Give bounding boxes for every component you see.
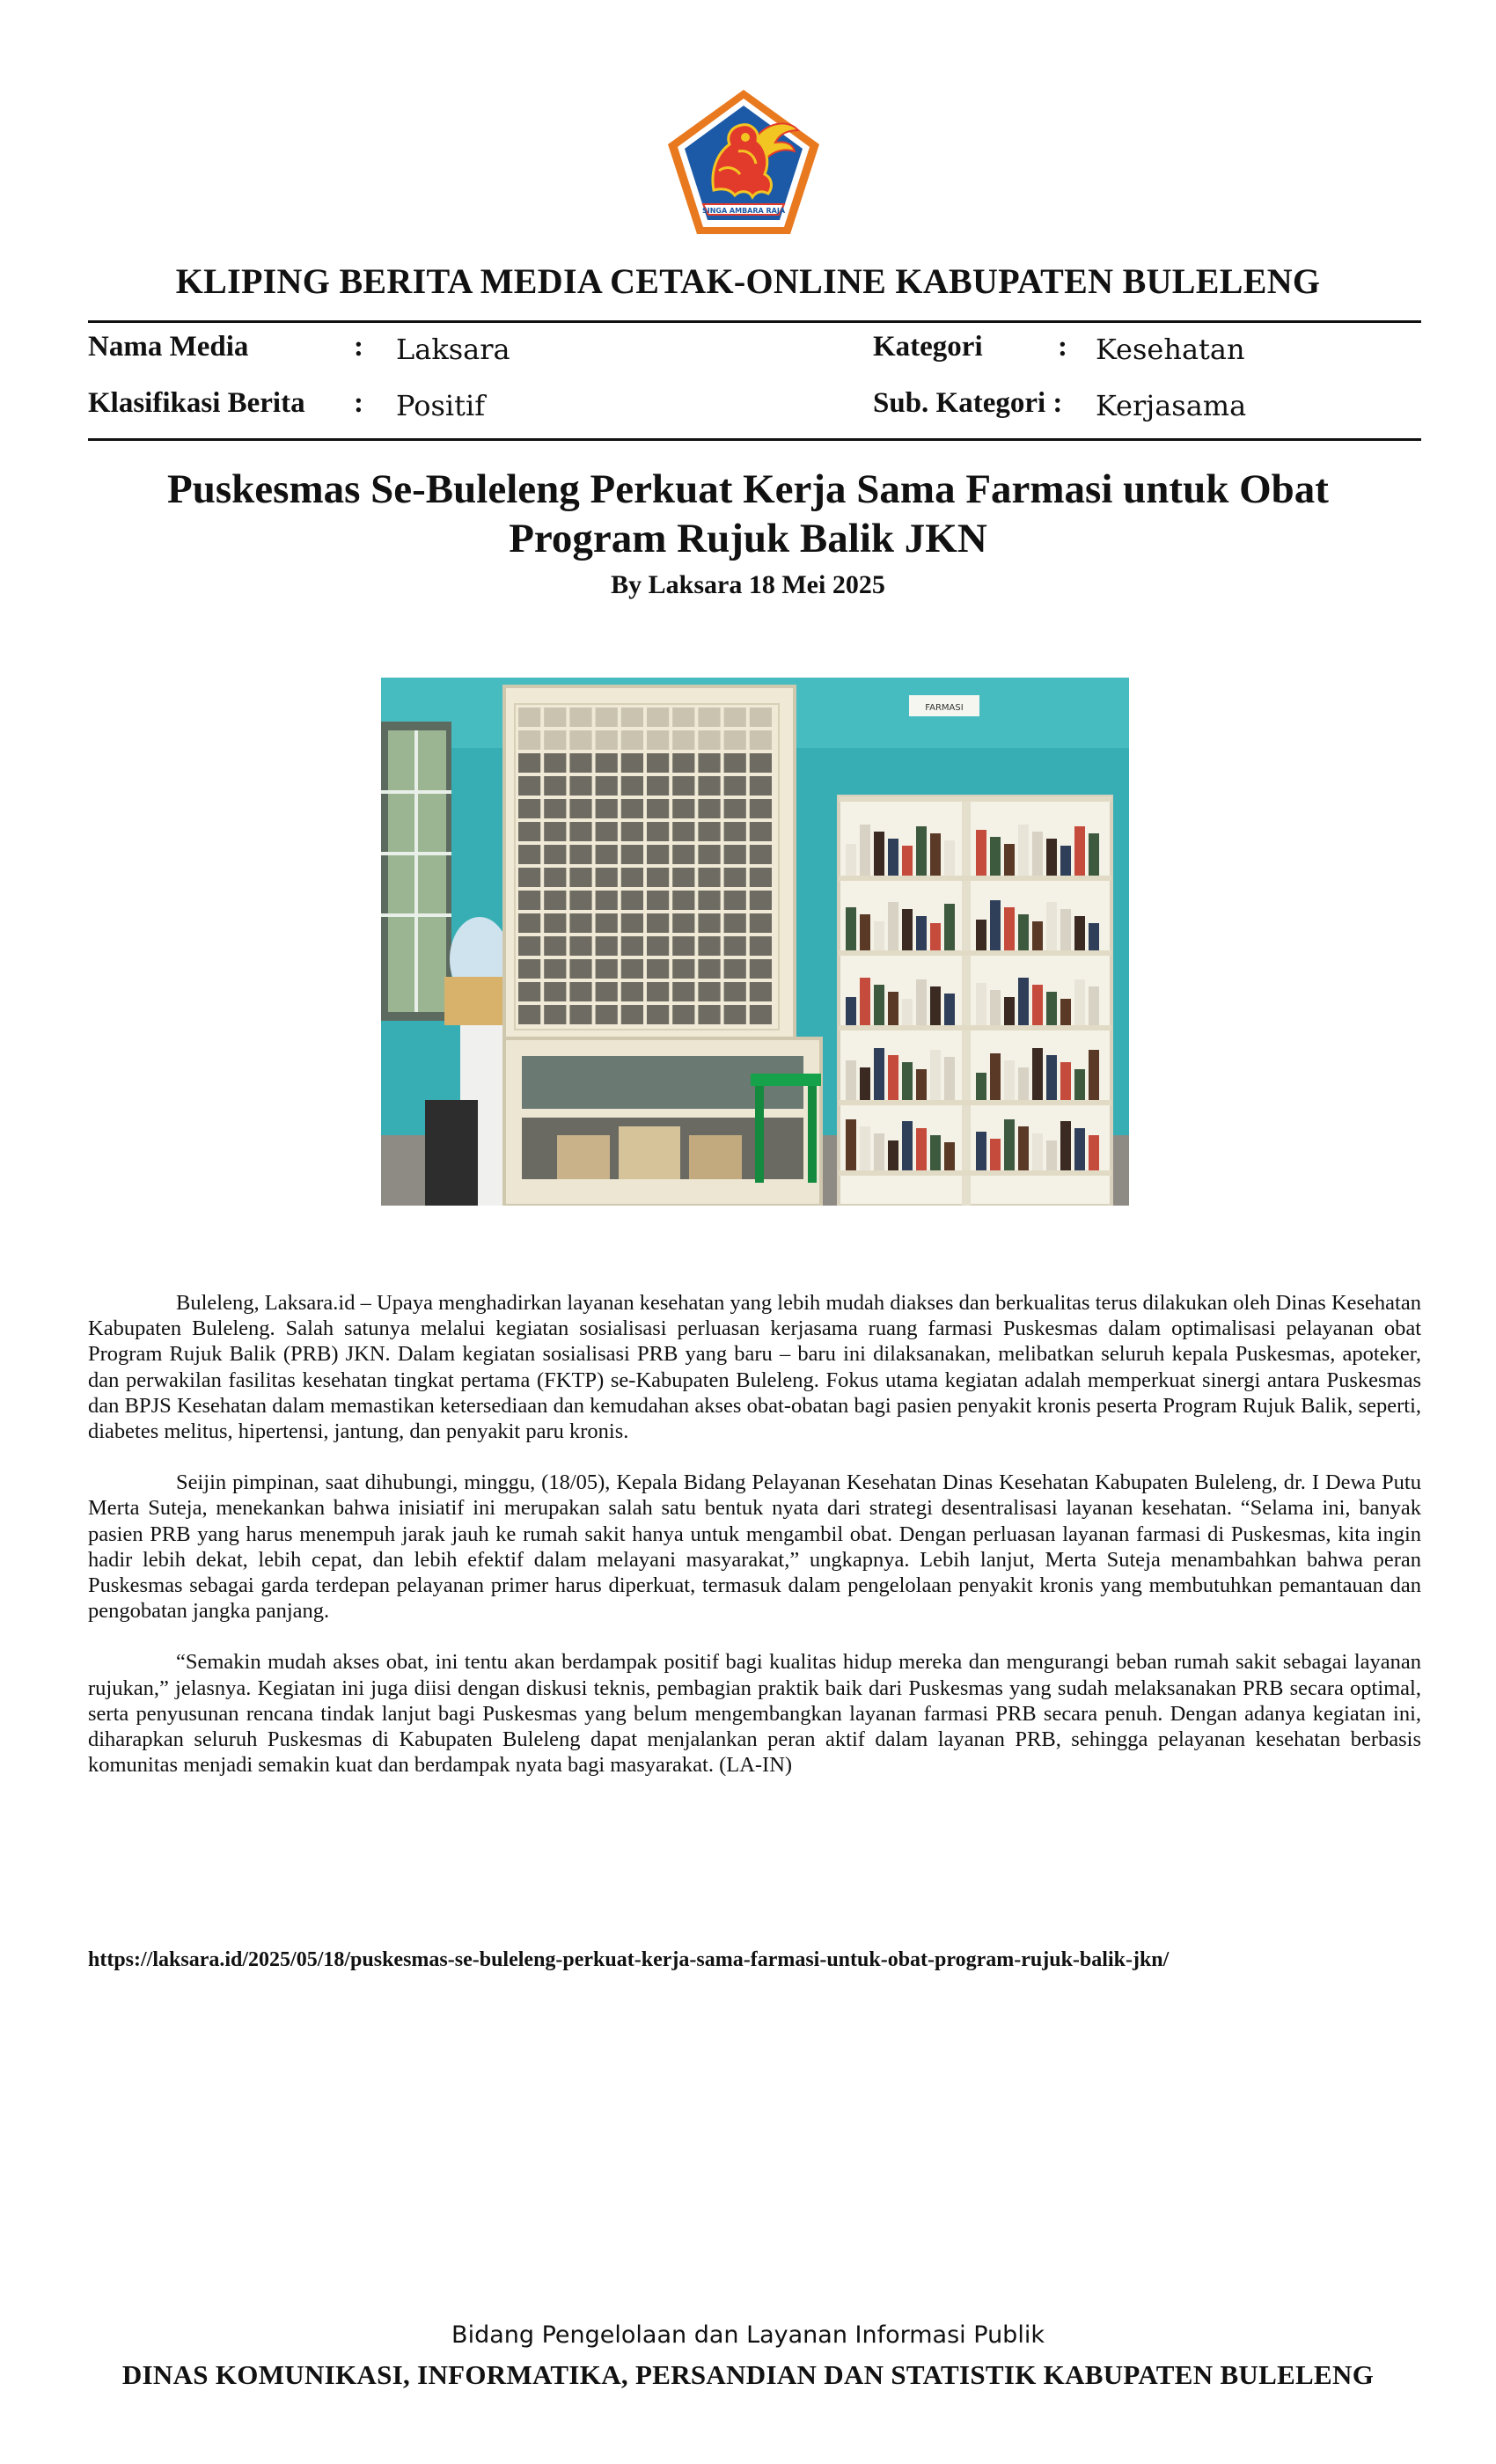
article-headline <box>106 465 1390 563</box>
media-name-label: Nama Media <box>88 331 249 363</box>
svg-text:FARMASI: FARMASI <box>925 703 964 713</box>
footer-division: Bidang Pengelolaan dan Layanan Informasi Publik <box>451 2321 1045 2349</box>
clipping-header-title: KLIPING BERITA MEDIA CETAK-ONLINE KABUPATEN BULELENG <box>175 261 1321 301</box>
category-colon: : <box>1058 331 1067 363</box>
article-paragraph-2: Seijin pimpinan, saat dihubungi, minggu, (18/05), Kepala Bidang Pelayanan Kesehatan Dinas Kesehatan Kabupaten Buleleng, dr. I Dewa Putu Merta Suteja, menekankan bahwa inisiatif ini merupakan salah satu bentuk nyata dari strategi desentralisasi layanan kesehatan. “Selama ini, banyak pasien PRB yang harus menempuh jarak jauh ke rumah sakit hanya untuk mengambil obat. Dengan perluasan layanan farmasi di Puskesmas, kita ingin hadir lebih dekat, lebih cepat, dan lebih efektif dalam melayani masyarakat,” ungkapnya. Lebih lanjut, Merta Suteja menambahkan bahwa peran Puskesmas sebagai garda terdepan pelayanan primer harus diperkuat, termasuk dalam pengelolaan penyakit kronis yang membutuhkan pemantauan dan pengobatan jangka panjang. <box>88 1470 1421 1624</box>
media-name-colon: : <box>354 331 363 363</box>
media-name-value: Laksara <box>396 333 510 366</box>
category-value: Kesehatan <box>1096 333 1245 366</box>
subcategory-label: Sub. Kategori : <box>873 387 1063 419</box>
classification-colon: : <box>354 387 363 419</box>
article-byline: By Laksara 18 Mei 2025 <box>611 570 885 599</box>
footer-agency: DINAS KOMUNIKASI, INFORMATIKA, PERSANDIAN DAN STATISTIK KABUPATEN BULELENG <box>121 2359 1375 2390</box>
classification-value: Positif <box>396 389 486 422</box>
classification-label: Klasifikasi Berita <box>88 387 305 419</box>
category-label: Kategori <box>873 331 983 363</box>
header-bottom-divider <box>88 438 1421 441</box>
article-paragraph-3: “Semakin mudah akses obat, ini tentu akan berdampak positif bagi kualitas hidup mereka dan mengurangi beban rumah sakit sebagai layanan rujukan,” jelasnya. Kegiatan ini juga diisi dengan diskusi teknis, pembagian praktik baik dari Puskesmas yang sudah melaksanakan PRB secara optimal, serta penyusunan rencana tindak lanjut bagi Puskesmas yang belum mengembangkan layanan farmasi PRB secara penuh. Dengan adanya kegiatan ini, diharapkan seluruh Puskesmas di Kabupaten Buleleng dapat menjalankan peran aktif dalam layanan PRB, sehingga pelayanan kesehatan berbasis komunitas menjadi semakin kuat dan berdampak nyata bagi masyarakat. (LA-IN) <box>88 1650 1421 1778</box>
subcategory-value: Kerjasama <box>1096 389 1247 422</box>
source-link[interactable]: https://laksara.id/2025/05/18/puskesmas-se-buleleng-perkuat-kerja-sama-farmasi-untuk-obat-program-rujuk-balik-jkn/ <box>88 1948 1170 1971</box>
article-body <box>88 1290 1421 1803</box>
header-top-divider <box>88 320 1421 323</box>
buleleng-logo <box>664 86 823 238</box>
svg-text:SINGA AMBARA RAJA: SINGA AMBARA RAJA <box>701 207 786 215</box>
lion-emblem-icon <box>664 86 823 238</box>
headline-line-2: Program Rujuk Balik JKN <box>509 516 987 561</box>
headline-line-1: Puskesmas Se-Buleleng Perkuat Kerja Sama Farmasi untuk Obat <box>167 466 1329 512</box>
article-paragraph-1: Buleleng, Laksara.id – Upaya menghadirkan layanan kesehatan yang lebih mudah diakses dan berkualitas terus dilakukan oleh Dinas Kesehatan Kabupaten Buleleng. Salah satunya melalui kegiatan sosialisasi perluasan kerjasama ruang farmasi Puskesmas dalam optimalisasi pelayanan obat Program Rujuk Balik (PRB) JKN. Dalam kegiatan sosialisasi PRB yang baru – baru ini dilaksanakan, melibatkan seluruh kepala Puskesmas, apoteker, dan perwakilan fasilitas kesehatan tingkat pertama (FKTP) se-Kabupaten Buleleng. Fokus utama kegiatan adalah memperkuat sinergi antara Puskesmas dan BPJS Kesehatan dalam memastikan ketersediaan dan kemudahan akses obat-obatan bagi pasien penyakit kronis peserta Program Rujuk Balik, seperti, diabetes melitus, hipertensi, jantung, dan penyakit paru kronis. <box>88 1291 1421 1444</box>
article-photo <box>381 678 1129 1206</box>
